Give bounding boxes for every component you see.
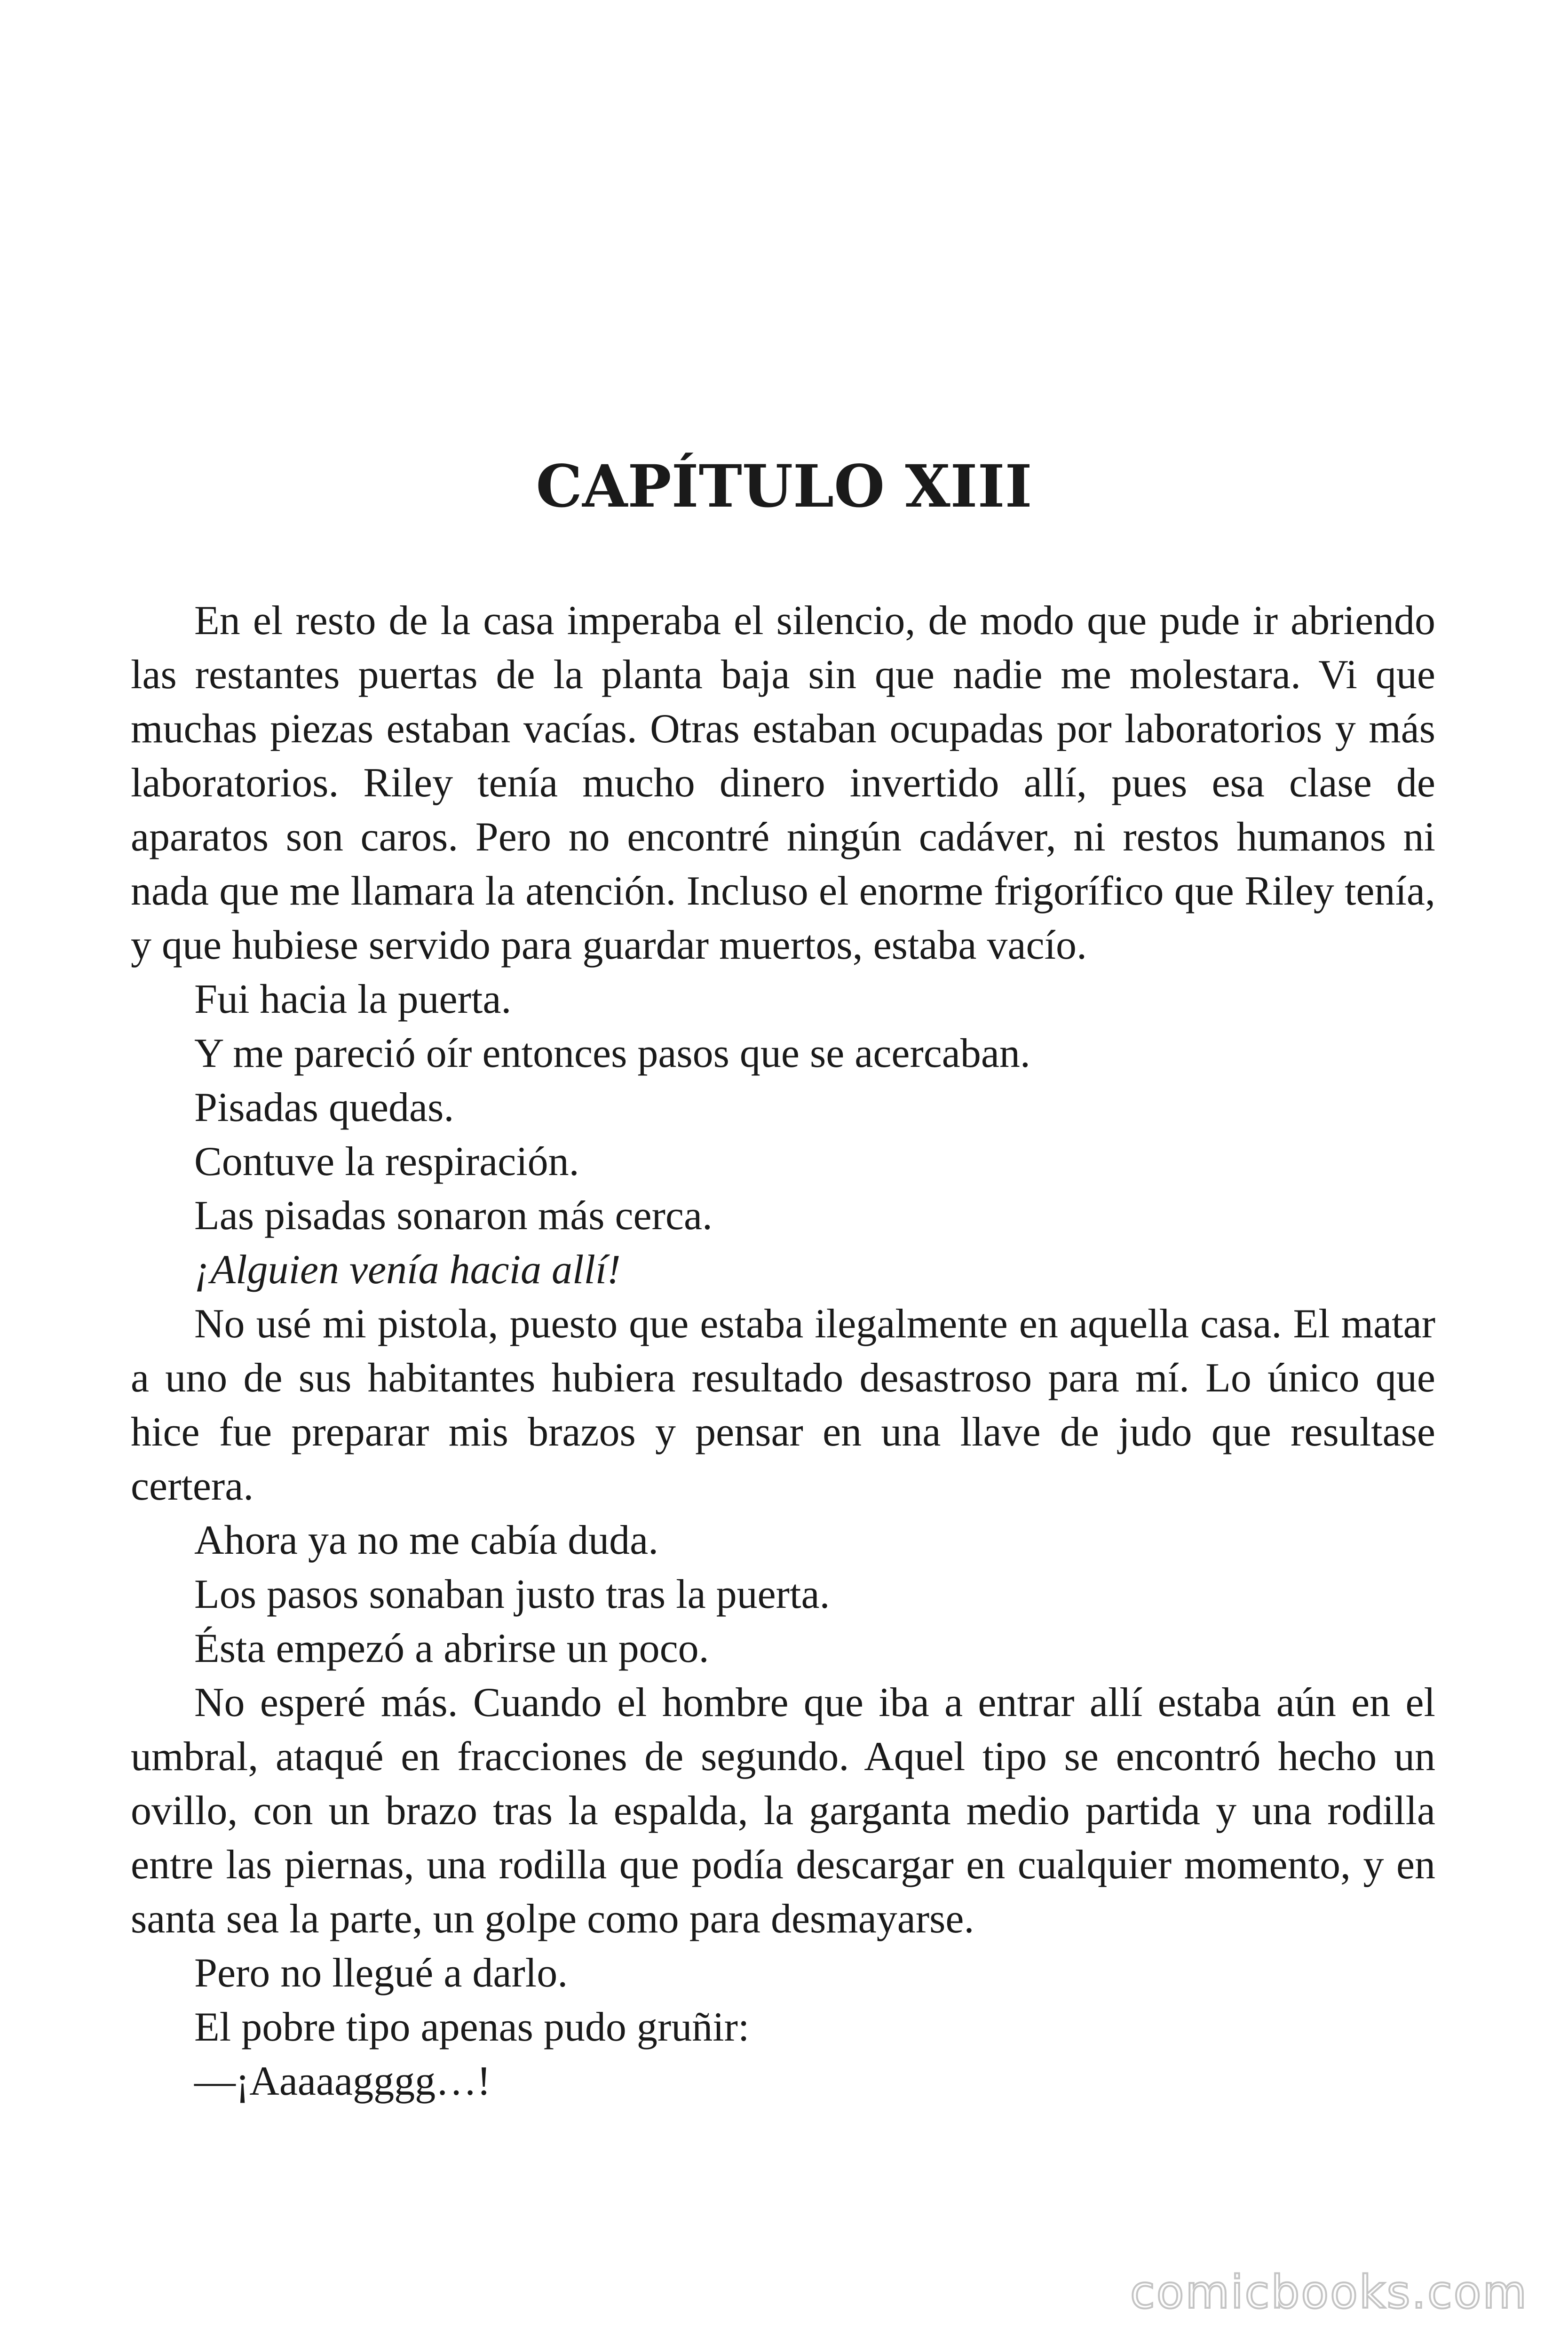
- paragraph: No esperé más. Cuando el hombre que iba a entrar allí estaba aún en el umbral, ataqué en fracciones de segundo. Aquel tipo se encontró hecho un ovillo, con un brazo tras la espalda, la garganta medio partida y una rodilla entre las piernas, una rodilla que podía descargar en cualquier momento, y en santa sea la parte, un golpe como para desmayarse.: [131, 1680, 1435, 1942]
- paragraph: Y me pareció oír entonces pasos que se acercaban.: [194, 1031, 1030, 1076]
- paragraph: Los pasos sonaban justo tras la puerta.: [194, 1572, 830, 1617]
- paragraph: Contuve la respiración.: [194, 1139, 579, 1184]
- paragraph: Ésta empezó a abrirse un poco.: [194, 1626, 709, 1671]
- paragraph-italic: ¡Alguien venía hacia allí!: [194, 1247, 621, 1293]
- paragraph: El pobre tipo apenas pudo gruñir:: [194, 2004, 750, 2050]
- paragraph: Las pisadas sonaron más cerca.: [194, 1193, 713, 1239]
- chapter-title: CAPÍTULO XIII: [536, 453, 1032, 521]
- watermark: comicbooks.com: [1130, 2266, 1528, 2319]
- paragraph: Fui hacia la puerta.: [194, 977, 512, 1022]
- chapter-text: [131, 594, 1435, 2108]
- paragraph: Ahora ya no me cabía duda.: [194, 1518, 659, 1563]
- paragraph: No usé mi pistola, puesto que estaba ilegalmente en aquella casa. El matar a uno de sus habitantes hubiera resultado desastroso para mí. Lo único que hice fue preparar mis brazos y pensar en una llave de judo que resultase certera.: [131, 1301, 1435, 1509]
- paragraph: —¡Aaaaagggg…!: [194, 2058, 491, 2104]
- paragraph: En el resto de la casa imperaba el silencio, de modo que pude ir abriendo las restantes puertas de la planta baja sin que nadie me molestara. Vi que muchas piezas estaban vacías. Otras estaban ocupadas por laboratorios y más laboratorios. Riley tenía mucho dinero invertido allí, pues esa clase de aparatos son caros. Pero no encontré ningún cadáver, ni restos humanos ni nada que me llamara la atención. Incluso el enorme frigorífico que Riley tenía, y que hubiese servido para guardar muertos, estaba vacío.: [131, 598, 1435, 968]
- paragraph: Pero no llegué a darlo.: [194, 1950, 568, 1996]
- paragraph: Pisadas quedas.: [194, 1085, 454, 1130]
